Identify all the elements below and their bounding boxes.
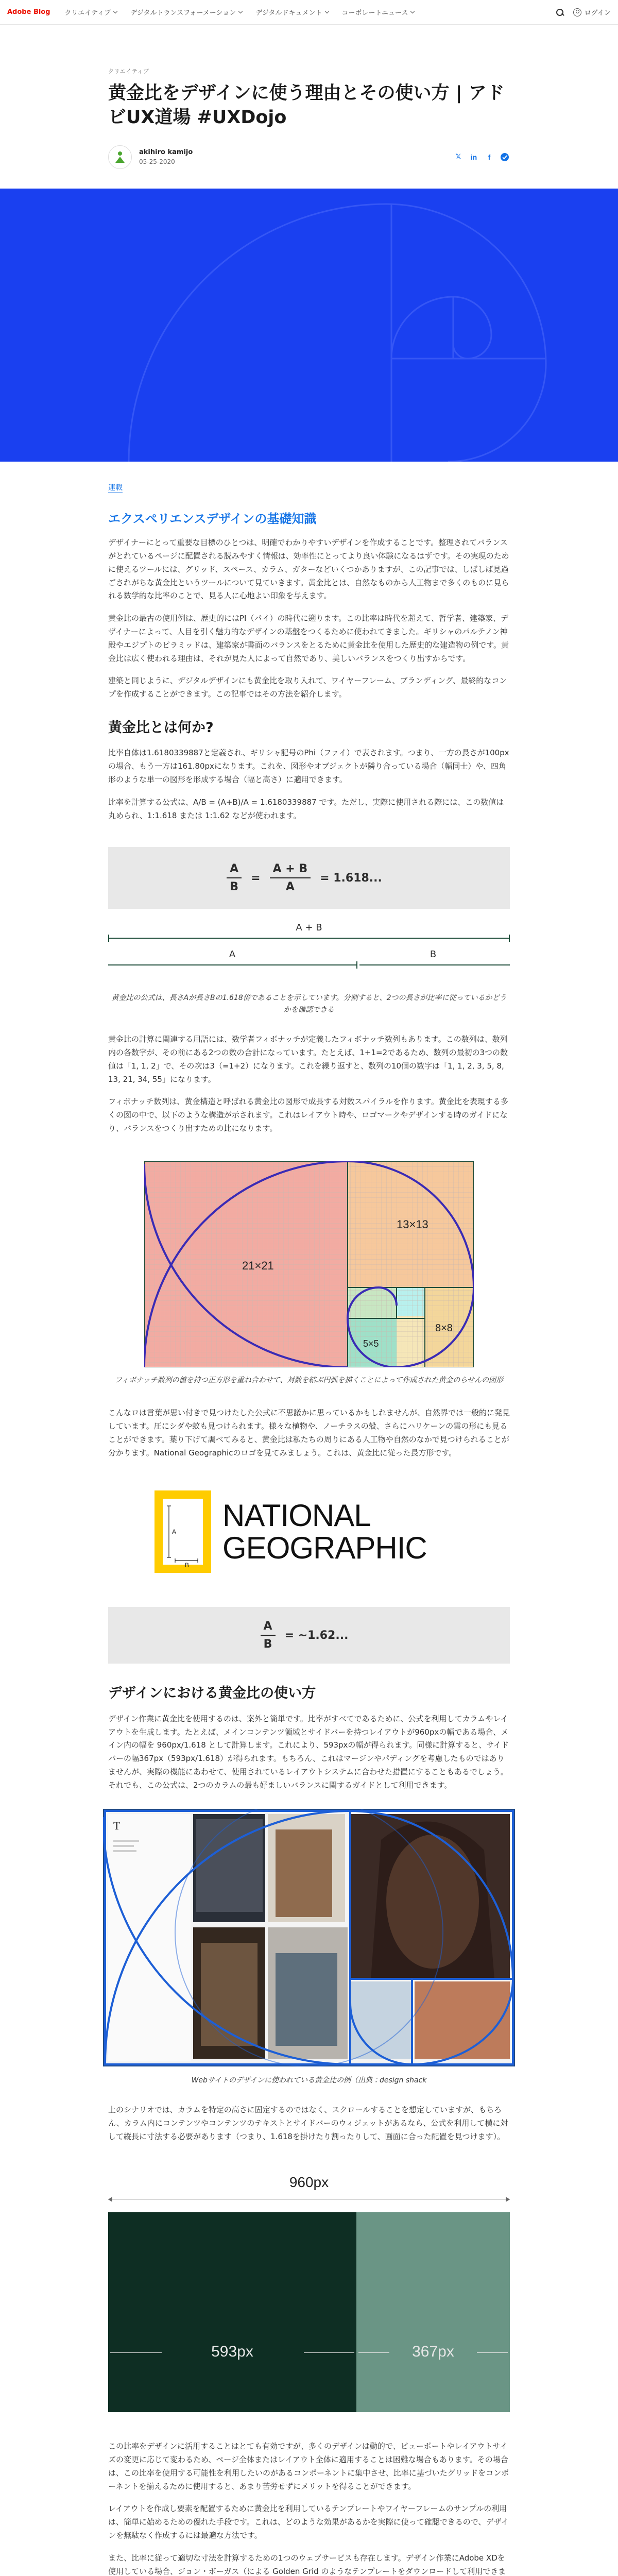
formula-a: A [285, 880, 295, 894]
svg-text:T: T [113, 1819, 121, 1832]
nav-label: コーポレートニュース [341, 9, 408, 17]
main-column-block [108, 2212, 356, 2412]
main-width-label: 593px [211, 2343, 253, 2361]
sidebar-column-block [356, 2212, 510, 2412]
top-navigation [0, 0, 618, 25]
author-name[interactable]: akihiro kamijo [139, 148, 193, 157]
spiral-label-5: 5×5 [363, 1338, 379, 1349]
figure-caption: フィボナッチ数列の値を持つ正方形を重ね合わせて、対数を結ぶ円弧を描くことによって作成された黄金のらせんの図形 [115, 1376, 503, 1384]
paragraph: フィボナッチ数列は、黄金構造と呼ばれる黄金比の図形で成長する対数スパイラルを作ります。黄金比を表現する多くの図の中で、以下のような構造が示されます。これはレイアウト時や、ロゴマークやデザインする時のガイドになり、バランスをつくり出すための比になります。 [108, 1097, 508, 1133]
spiral-label-21: 21×21 [242, 1259, 274, 1272]
ng-logo-line2: GEOGRAPHIC [222, 1531, 427, 1566]
national-geographic-logo [154, 1485, 464, 1578]
paragraph: デザイナーにとって重要な目標のひとつは、明確でわかりやすいデザインを作成することです。整理されてバランスがとれているページに配置される読みやすく情報は、効率性にとってより良い体験になるはずです。その実現のために使えるツールには、グリッド、スペース、カラム、ガターなどいくつかありますが、この記事では、しばしば見過ごされがちな黄金比というツールについて見ていきます。黄金比とは、自然なものから人工物まで多くのものに見られる数学的な比率のことで、見る人に心地よい印象を与えます。 [108, 538, 509, 601]
svg-text:B: B [185, 1562, 190, 1569]
nav-label: デジタルドキュメント [255, 9, 322, 17]
series-tag[interactable]: 連載 [108, 482, 123, 493]
website-golden-ratio-example [103, 1809, 515, 2066]
sidebar-width-label: 367px [412, 2343, 454, 2361]
golden-spiral-decoration [0, 189, 618, 462]
article-header [108, 67, 510, 183]
publish-date: 05-25-2020 [139, 158, 175, 166]
spiral-label-13: 13×13 [397, 1217, 428, 1231]
formula-result: = ~1.62... [284, 1629, 349, 1642]
fibonacci-spiral-figure [144, 1161, 474, 1367]
paragraph: レイアウトを作成し要素を配置するために黄金比を利用しているテンプレートやワイヤーフレームのサンプルの利用は、簡単に始めるための優れた手段です。これは、どのような効果があるかを実際に使って確認できるので、デザインを無駄なく作成するには最適な方法です。 [108, 2504, 509, 2540]
brand-link[interactable]: Adobe Blog [7, 8, 50, 16]
share-icons [453, 152, 510, 162]
column-ratio-figure [108, 2174, 510, 2416]
linkedin-icon[interactable]: in [470, 152, 477, 161]
spiral-label-8: 8×8 [435, 1322, 453, 1334]
chevron-down-icon [113, 9, 117, 13]
formula-b: B [230, 880, 239, 894]
ng-yellow-frame [154, 1490, 211, 1573]
paragraph: 比率自体は1.6180339887と定義され、ギリシャ記号のPhi（ファイ）で表されます。つまり、一方の長さが100pxの場合、もう一方は161.80pxになります。これを、図形やオブジェクトが隣り合っている場合（幅同士）や、四角形のような単一の図形を形成する場合（幅と高さ）に適用できます。 [108, 748, 509, 784]
paragraph: デザイン作業に黄金比を使用するのは、案外と簡単です。比率がすべてであるために、公式を利用してカラムやレイアウトを生成します。たとえば、メインコンテンツ領域とサイドバーを持つレイアウトが960pxの幅である場合、メイン内の幅を 960px/1.618 として計算します。これにより、593pxの幅が得られます。同様に計算すると、サイドバーの幅367px（593px/1.618）が得られます。もちろん、これはマージンやパディングを考慮したものではありませんが、実際の機能にあわせて、使用されているレイアウトシステムに合わせた措置にすることもあるでしょう。それでも、この公式は、2つのカラムの最も好ましいバランスに関するガイドとして利用できます。 [108, 1714, 509, 1790]
formula-b: B [263, 1638, 272, 1651]
figure-caption: 黄金比の公式は、長さAが長さBの1.618倍であることを示しています。分割すると、2つの長さが比率に従っているかどうかを確認できる [111, 994, 507, 1014]
chevron-down-icon [324, 9, 329, 13]
nav-actions [556, 7, 611, 17]
ab-segment-diagram [108, 922, 510, 979]
article-body [108, 462, 510, 2576]
nav-item-corporate-news[interactable] [342, 7, 415, 17]
paragraph: また、比率に従って適切な寸法を計算するための1つのウェブサービスも存在します。デザイン作業にAdobe XDを使用している場合、ジョン・ボーガス（による Golden Grid のようなテンプレートをダウンロードして利用できま [108, 2553, 506, 2576]
paragraph: こんなロは言葉が思い付きで見つけたした公式に不思議かに思っているかもしれませんが、自然界では一般的に発見しています。圧にシダや蚊も見つけられます。様々な植物や、ノーチラスの殻、さらにハリケーンの雲の形にも見ることができます。葉り下げて調べてみると、黄金比は私たちの周りにある人工物や自然のなかで見つけられることが分かります。National Geographicのロゴを見てみましょう。これは、黄金比に従った長方形です。 [108, 1408, 510, 1458]
x-icon[interactable]: 𝕏 [455, 152, 461, 161]
formula-result: = 1.618... [320, 871, 382, 885]
search-icon[interactable] [556, 8, 564, 16]
label-apb: A + B [296, 922, 322, 934]
formula-a: A [263, 1620, 272, 1633]
share-icon[interactable] [500, 152, 510, 162]
breadcrumb[interactable]: クリエイティブ [108, 68, 149, 75]
facebook-icon[interactable]: f [488, 152, 491, 161]
ng-formula-box [108, 1607, 510, 1664]
section-heading-what: 黄金比とは何か? [108, 719, 214, 736]
paragraph: 上のシナリオでは、カラムを特定の高さに固定するのではなく、スクロールすることを想定していますが、もちろん、カラム内にコンテンツやコンテンツのテキストとサイドバーのウィジェットがあるなら、公式を利用して横に対して縦長に寸法する必要があります（つまり、1.618を掛けたり割ったりして、画面に合った配置を見つけます）。 [108, 2105, 508, 2141]
user-icon [573, 8, 581, 16]
formula-apb: A + B [272, 862, 308, 876]
avatar-icon [112, 149, 128, 165]
paragraph: 黄金比の計算に関連する用語には、数学者フィボナッチが定義したフィボナッチ数列もあります。この数列は、数列内の各数字が、その前にある2つの数の合計になっています。たとえば、1+1=2であるため、数列の最初の3つの数値は「1, 1, 2」で、その次は3（=1+2）になります。これを繰り返すと、数列の10個の数字は「1, 1, 2, 3, 5, 8, 13, 21, 34, 55」になります。 [108, 1035, 508, 1084]
nav-item-creative[interactable] [65, 7, 117, 17]
label-a: A [229, 949, 236, 960]
formula-a: A [230, 862, 239, 876]
total-width-label: 960px [289, 2174, 329, 2191]
paragraph: 黄金比の最古の使用例は、歴史的にはPI（パイ）の時代に遡ります。この比率は時代を超えて、哲学者、建築家、デザイナーによって、人目を引く魅力的なデザインの基盤をつくるために使われてきました。ギリシャのパルテノン神殿やエジプトのピラミッドは、建築家が書面のバランスをとるために黄金比を使用した歴史的な建造物の例です。黄金比は広く使われる理由は、それが見た人によって自然であり、美しいバランスをつくり出すからです。 [108, 614, 509, 663]
formula-box [108, 847, 510, 909]
section-heading-design: デザインにおける黄金比の使い方 [108, 1685, 316, 1702]
figure-caption [108, 2075, 510, 2086]
paragraph: 比率を計算する公式は、A/B = (A+B)/A = 1.6180339887 です。ただし、実際に使用される際には、この数値は丸められ、1:1.618 または 1:1.62 などが使われます。 [108, 797, 504, 820]
label-b: B [430, 949, 437, 960]
page-title: 黄金比をデザインに使う理由とその使い方 | アドビUX道場 #UXDojo [108, 83, 505, 128]
svg-text:A: A [172, 1528, 177, 1536]
equals-sign: = [251, 871, 261, 885]
fraction-apb-over-a [270, 862, 311, 893]
fraction-a-over-b [261, 1620, 276, 1651]
chevron-down-icon [410, 9, 415, 13]
nav-item-digital-documents[interactable] [255, 7, 328, 17]
nav-label: クリエイティブ [64, 9, 111, 17]
paragraph: この比率をデザインに活用することはとても有効ですが、多くのデザインは動的で、ビューポートやレイアウトサイズの変更に応じて変わるため、ページ全体またはレイアウト全体に適用することは困難な場合もあります。その場合は、この比率を使用する可能性を利用したいのがあるコンポーネントに集中させ、比率に基づいたグリッドをコンポーネントを揃えるために使用すると、あまり苦労せずにメリットを得ることができます。 [108, 2442, 509, 2491]
avatar [108, 145, 132, 169]
nav-label: デジタルトランスフォーメーション [130, 9, 236, 17]
chevron-down-icon [238, 9, 243, 13]
paragraph: 建築と同じように、デジタルデザインにも黄金比を取り入れて、ワイヤーフレーム、ブランディング、最終的なコンプを作成することができます。この記事ではその方法を紹介します。 [108, 676, 507, 699]
fraction-a-over-b [227, 862, 242, 893]
author-bar [108, 145, 510, 183]
nav-item-digital-transformation[interactable] [130, 7, 242, 17]
section-heading-basics: エクスペリエンスデザインの基礎知識 [108, 511, 317, 526]
ng-logo-line1: NATIONAL [222, 1498, 371, 1533]
login-button[interactable] [573, 7, 611, 17]
login-label: ログイン [584, 9, 611, 17]
hero-image [0, 189, 618, 462]
caption-text: Webサイトのデザインに使われている黄金比の例（出典：design shack [191, 2076, 427, 2084]
